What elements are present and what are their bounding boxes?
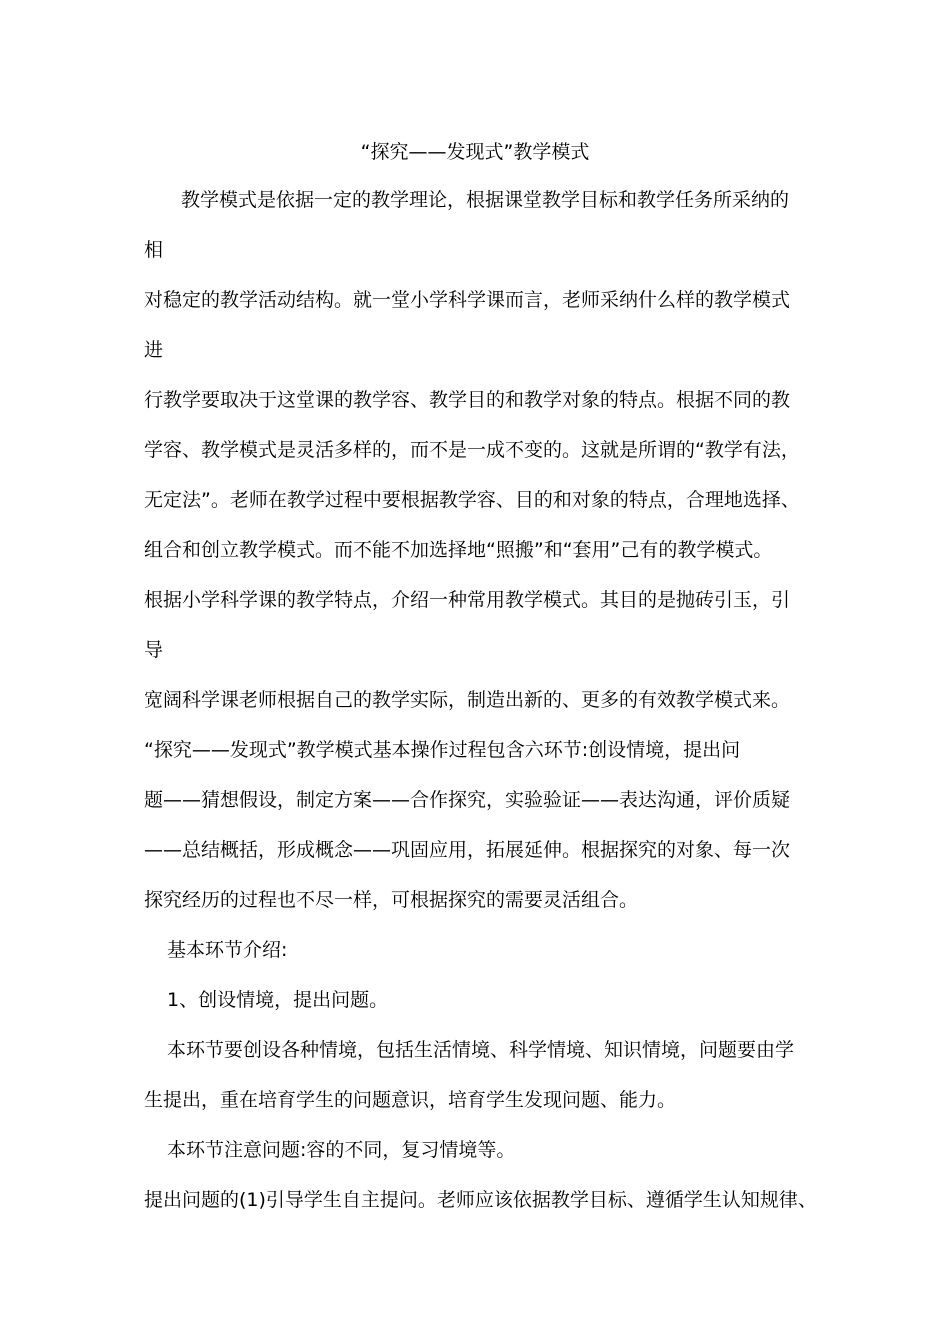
paragraph-line: 本环节注意问题:容的不同，复习情境等。 xyxy=(167,1139,516,1161)
paragraph-line: 相 xyxy=(144,239,164,261)
paragraph-line: 教学模式是依据一定的教学理论，根据课堂教学目标和教学任务所采纳的 xyxy=(181,189,790,211)
paragraph-line: “探究——发现式”教学模式基本操作过程包含六环节:创设情境，提出问 xyxy=(144,739,741,761)
paragraph-line: 组合和创立教学模式。而不能不加选择地“照搬”和“套用”己有的教学模式。 xyxy=(144,539,773,561)
paragraph-line: 生提出，重在培育学生的问题意识，培育学生发现问题、能力。 xyxy=(144,1089,677,1111)
paragraph-line: 学容、教学模式是灵活多样的，而不是一成不变的。这就是所谓的“教学有法， xyxy=(144,439,800,461)
paragraph-line: 无定法”。老师在教学过程中要根据教学容、目的和对象的特点，合理地选择、 xyxy=(144,489,800,511)
section-heading: 基本环节介绍: xyxy=(167,939,288,961)
document-title: “探究——发现式”教学模式 xyxy=(360,141,590,163)
paragraph-line: 宽阔科学课老师根据自己的教学实际，制造出新的、更多的有效教学模式来。 xyxy=(144,689,791,711)
paragraph-line: 导 xyxy=(144,639,164,661)
paragraph-line: 根据小学科学课的教学特点，介绍一种常用教学模式。其目的是抛砖引玉，引 xyxy=(144,589,791,611)
paragraph-line: 探究经历的过程也不尽一样，可根据探究的需要灵活组合。 xyxy=(144,889,639,911)
paragraph-line: 行教学要取决于这堂课的教学容、教学目的和教学对象的特点。根据不同的教 xyxy=(144,389,791,411)
paragraph-line: 题——猜想假设，制定方案——合作探究，实验验证——表达沟通，评价质疑 xyxy=(144,789,791,811)
paragraph-line: 本环节要创设各种情境，包括生活情境、科学情境、知识情境，问题要由学 xyxy=(167,1039,795,1061)
section-heading: 1、创设情境，提出问题。 xyxy=(167,989,389,1011)
paragraph-line: 进 xyxy=(144,339,164,361)
paragraph-line: 对稳定的教学活动结构。就一堂小学科学课而言，老师采纳什么样的教学模式 xyxy=(144,289,791,311)
paragraph-line: 提出问题的(1)引导学生自主提问。老师应该依据教学目标、遵循学生认知规律、 xyxy=(144,1189,817,1211)
paragraph-line: ——总结概括，形成概念——巩固应用，拓展延伸。根据探究的对象、每一次 xyxy=(144,839,791,861)
